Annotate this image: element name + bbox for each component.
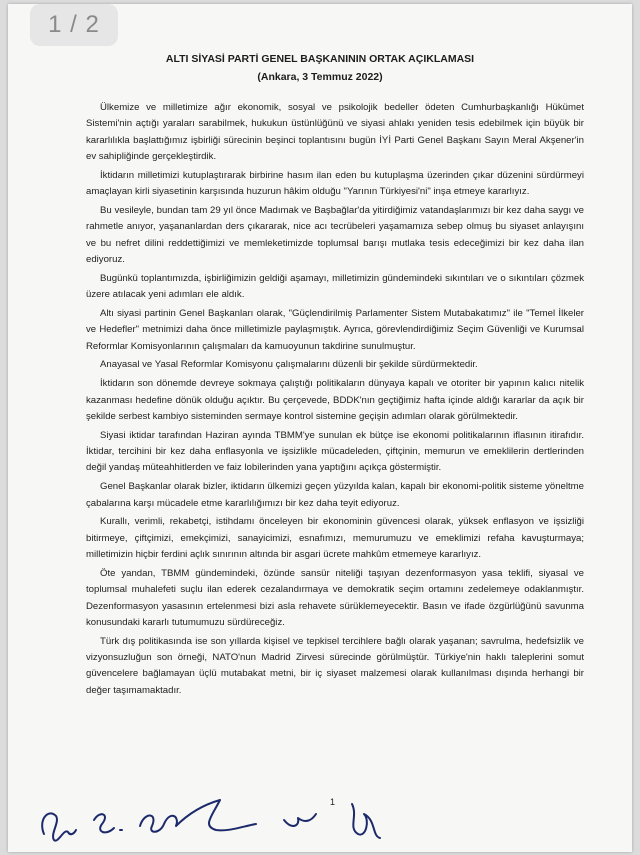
paragraph: Altı siyasi partinin Genel Başkanları olarak, "Güçlendirilmiş Parlamenter Sistem Mutabakatımız" ile "Temel İlkeler ve Hedefler" metnimizi daha önce milletimizle paylaşmıştık. Ayrıca, görevlendirdiğimiz Seçim Güvenliği ve Kurumsal Reformlar Komisyonlarının çalışmaları da kamuoyunun takdirine sunulmuştur.: [86, 307, 584, 352]
page-number: 1: [330, 797, 336, 807]
paragraph: Genel Başkanlar olarak bizler, iktidarın ülkemizi geçen yüzyılda kalan, kapalı bir ekonomi-politik sisteme yöneltme çabalarına karşı mücadele etme kararlılığımızı bir kez daha teyit ediyoruz.: [86, 481, 584, 509]
paragraph: İktidarın son dönemde devreye sokmaya çalıştığı politikaların dünyaya kapalı ve otoriter bir yapının kalıcı nitelik kazanması hedefine dönük olduğu açıktır. Bu çerçevede, BDDK'nın geçtiğimiz hafta içinde aldığı kararlar da açık bir şekilde serbest kambiyo sisteminden sermaye kontrol sistemine geçişin adımları olarak görülmektedir.: [86, 378, 584, 422]
paragraph: Siyasi iktidar tarafından Haziran ayında TBMM'ye sunulan ek bütçe ise ekonomi politikalarının iflasının itirafıdır. İktidar, tercihini bir kez daha enflasyonla ve işsizlikle mücadeleden, çiftçinin, memurun ve emeklilerin dertlerinden değil yandaş müteahhitlerden ve faiz lobilerinden yana yaptığını açıkça göstermiştir.: [86, 429, 584, 474]
paragraph: İktidarın milletimizi kutuplaştırarak birbirine hasım ilan eden bu kutuplaşma üzerinden çıkar düzenini sürdürmeyi amaçlayan kirli siyasetinin karşısında huzurun hâkim olduğu "Yarının Türkiyesi'ni" inşa etmeye kararlıyız.: [86, 169, 584, 198]
paragraph: Bugünkü toplantımızda, işbirliğimizin geldiği aşamayı, milletimizin gündemindeki sıkıntıları ve o sıkıntıları çözmek üzere atılacak yeni adımları ele aldık.: [86, 272, 584, 301]
paragraph: Kurallı, verimli, rekabetçi, istihdamı önceleyen bir ekonominin güvencesi olarak, yüksek enflasyon ve işsizliği bitirmeye, çiftçimizi, emekçimizi, sanayicimizi, esnafımızı, memurumuzu ve emeklimizi refaha kavuşturmaya; milletimizin hiçbir ferdini açlık sınırının altında bir asgari ücrete mahkûm etmemeye kararlıyız.: [86, 516, 584, 561]
document-title: ALTI SİYASİ PARTİ GENEL BAŞKANININ ORTAK AÇIKLAMASI: [165, 53, 475, 65]
signature-1: [42, 813, 76, 840]
paragraph: Öte yandan, TBMM gündemindeki, özünde sansür niteliği taşıyan dezenformasyon yasa teklifi, siyasal ve toplumsal muhalefeti suçlu ilan ederek cezalandırmaya ve demokratik seçim ortamını zedelemeye odaklanmıştır. Dezenformasyon yasasının ertelenmesi bizi asla rehavete sürüklemeyecektir. Basın ve ifade özgürlüğünü savunma konusundaki kararlı tutumumuzu sürdüreceğiz.: [86, 567, 584, 628]
document-subtitle: (Ankara, 3 Temmuz 2022): [257, 71, 383, 83]
signature-4: [284, 814, 316, 826]
paragraph: Türk dış politikasında ise son yıllarda kişisel ve tepkisel tercihlere bağlı olarak yaşanan; savrulma, hedefsizlik ve vizyonsuzluğun son örneği, NATO'nun Madrid Zirvesi sürecinde görülmüştür. Türkiye'nin haklı taleplerini somut güvencelere bağlamayan üçlü mutabakat metni, bir iç siyaset malzemesi olarak kullanılması dışında herhangi bir değer taşımamaktadır.: [86, 635, 584, 696]
signature-5: [352, 804, 380, 838]
page-indicator: 1 / 2: [30, 4, 118, 46]
paragraph: Anayasal ve Yasal Reformlar Komisyonu çalışmalarını düzenli bir şekilde sürdürmektedir.: [100, 359, 478, 371]
paragraph: Bu vesileyle, bundan tam 29 yıl önce Madımak ve Başbağlar'da yitirdiğimiz vatandaşlarımızı bir kez daha saygı ve rahmetle anıyor, yaşananlardan ders çıkararak, nice acı tecrübeleri yaşamamıza sebep olmuş bu siyaset anlayışını ve bu nefret dilini reddettiğimizi ve memleketimizde toplumsal barışı mutlaka tesis edeceğimizi bir kez daha ilan ediyoruz.: [86, 204, 584, 265]
paragraph: Ülkemize ve milletimize ağır ekonomik, sosyal ve psikolojik bedeller ödeten Cumhurbaşkanlığı Hükümet Sistemi'nin açtığı yaraları sarabilmek, hukukun üstünlüğünü ve siyasi ahlakı yeniden tesis edebilmek için büyük bir kararlılıkla başlattığımız işbirliği sürecinin beşinci toplantısını bugün İYİ Parti Genel Başkanı Sayın Meral Akşener'in ev sahipliğinde gerçekleştirdik.: [86, 102, 584, 162]
document-body: [86, 100, 584, 702]
signatures: [30, 790, 400, 850]
signature-3: [140, 800, 256, 832]
signature-2: [94, 814, 122, 832]
